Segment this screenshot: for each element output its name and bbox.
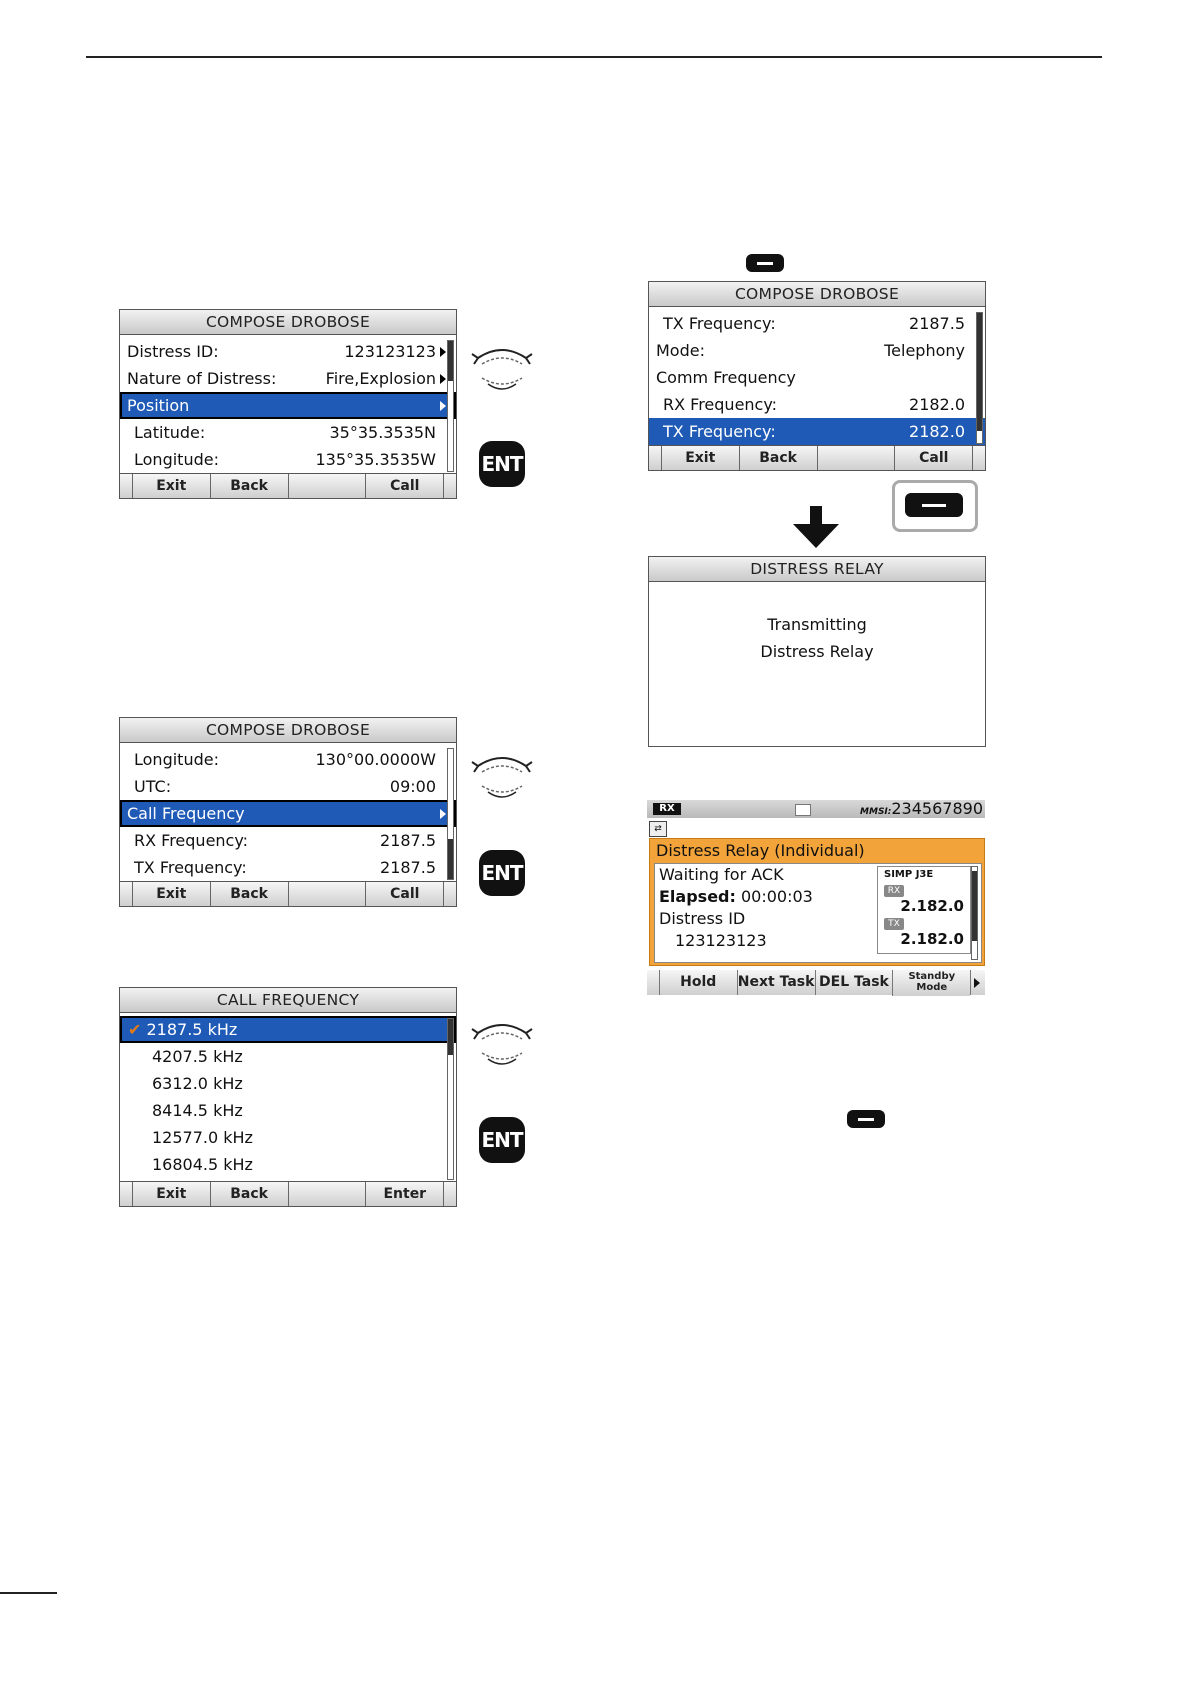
tx-frequency-row[interactable] <box>120 854 456 881</box>
call-frequency-row[interactable] <box>120 800 456 827</box>
mmsi-value: 234567890 <box>891 799 983 818</box>
row-value: 35°35.3535N <box>329 423 436 442</box>
elapsed-label: Elapsed: <box>659 887 736 906</box>
distress-relay-status-screen <box>647 800 985 996</box>
row-label: UTC: <box>134 777 172 796</box>
row-value: 2187.5 <box>380 858 436 877</box>
longitude-row[interactable] <box>120 446 456 473</box>
exit-softkey[interactable]: Exit <box>132 882 210 906</box>
screen-title: DISTRESS RELAY <box>649 557 985 582</box>
arrow-down-icon <box>793 506 839 548</box>
row-label: RX Frequency: <box>663 395 778 414</box>
row-label: TX Frequency: <box>134 858 247 877</box>
back-softkey[interactable]: Back <box>739 446 817 470</box>
row-label: RX Frequency: <box>134 831 249 850</box>
row-label: Longitude: <box>134 450 219 469</box>
task-header: Distress Relay (Individual) <box>656 841 865 860</box>
ent-key-icon: ENT <box>479 850 525 896</box>
compose-drobose-screen-1 <box>119 309 457 499</box>
frequency-item[interactable] <box>120 1124 456 1151</box>
row-label: TX Frequency: <box>663 314 776 333</box>
frequency-item[interactable] <box>120 1070 456 1097</box>
distress-id-value: 123123123 <box>675 931 767 950</box>
rx-badge: RX <box>653 803 681 815</box>
screen-title: COMPOSE DROBOSE <box>120 718 456 743</box>
frequency-label: 16804.5 kHz <box>152 1155 253 1174</box>
screen-title: COMPOSE DROBOSE <box>120 310 456 335</box>
exit-softkey[interactable]: Exit <box>132 1182 210 1206</box>
softkey-icon <box>746 254 784 272</box>
row-label: Longitude: <box>134 750 219 769</box>
frequency-label: 8414.5 kHz <box>152 1101 243 1120</box>
tx-tag: TX <box>884 918 904 930</box>
rx-frequency-row[interactable] <box>649 391 985 418</box>
screen-title: CALL FREQUENCY <box>120 988 456 1013</box>
position-row[interactable] <box>120 392 456 419</box>
blank-softkey[interactable] <box>288 1182 366 1206</box>
frequency-item[interactable] <box>120 1043 456 1070</box>
rx-frequency-row[interactable] <box>120 827 456 854</box>
row-value: Telephony <box>884 341 965 360</box>
row-label: Nature of Distress: <box>127 369 277 388</box>
row-label: Latitude: <box>134 423 206 442</box>
back-softkey[interactable]: Back <box>210 474 288 498</box>
blank-softkey[interactable] <box>817 446 895 470</box>
row-label: Comm Frequency <box>656 368 796 387</box>
mode-label: SIMP <box>884 869 913 880</box>
softkey-bar <box>647 970 985 995</box>
row-value: 123123123 <box>344 342 436 361</box>
frequency-label: 2187.5 kHz <box>146 1020 238 1039</box>
blank-softkey[interactable] <box>288 474 366 498</box>
standby-mode-softkey[interactable]: Standby Mode <box>892 970 970 996</box>
chevron-right-icon <box>440 374 446 384</box>
header-rule <box>86 56 1102 58</box>
waiting-text: Waiting for ACK <box>659 865 784 884</box>
frequency-item-selected[interactable] <box>120 1016 456 1043</box>
row-value: 135°35.3535W <box>315 450 436 469</box>
row-value: 2187.5 <box>909 314 965 333</box>
row-label: Mode: <box>656 341 705 360</box>
latitude-row[interactable] <box>120 419 456 446</box>
status-bar <box>647 800 985 818</box>
chevron-right-icon <box>440 347 446 357</box>
tx-frequency-row-selected[interactable] <box>649 418 985 445</box>
blank-softkey[interactable] <box>288 882 366 906</box>
scrollbar[interactable] <box>976 312 983 444</box>
scrollbar[interactable] <box>447 340 454 472</box>
rx-frequency: 2.182.0 <box>900 897 964 915</box>
del-task-softkey[interactable]: DEL Task <box>815 970 893 995</box>
footer-rule <box>0 1592 57 1594</box>
frequency-label: 4207.5 kHz <box>152 1047 243 1066</box>
exit-softkey[interactable]: Exit <box>661 446 739 470</box>
distress-relay-screen <box>648 556 986 747</box>
call-softkey[interactable]: Call <box>365 882 443 906</box>
call-softkey[interactable]: Call <box>894 446 972 470</box>
enter-softkey[interactable]: Enter <box>365 1182 443 1206</box>
scrollbar[interactable] <box>447 1018 454 1180</box>
rx-tag: RX <box>884 885 904 897</box>
tx-frequency-row[interactable] <box>649 310 985 337</box>
tx-frequency: 2.182.0 <box>900 930 964 948</box>
row-label: Call Frequency <box>127 804 245 823</box>
task-details <box>654 863 982 963</box>
softkey-button-frame <box>892 480 978 532</box>
hold-softkey[interactable]: Hold <box>659 970 737 995</box>
back-softkey[interactable]: Back <box>210 1182 288 1206</box>
ent-key-icon: ENT <box>479 441 525 487</box>
frequency-item[interactable] <box>120 1151 456 1178</box>
dial-knob-icon <box>470 752 534 806</box>
next-task-softkey[interactable]: Next Task <box>737 970 815 995</box>
mode-row[interactable] <box>649 337 985 364</box>
distress-id-label: Distress ID <box>659 909 746 928</box>
row-value: Fire,Explosion <box>325 369 436 388</box>
softkey-bar <box>120 1181 456 1206</box>
distress-task-panel <box>649 838 985 966</box>
transmitting-text: Transmitting <box>767 615 867 634</box>
call-softkey[interactable]: Call <box>365 474 443 498</box>
scrollbar[interactable] <box>971 866 978 960</box>
frequency-box <box>877 866 971 954</box>
chevron-right-icon <box>440 809 446 819</box>
distress-id-row[interactable] <box>120 338 456 365</box>
call-frequency-screen <box>119 987 457 1207</box>
softkey-icon <box>905 493 963 517</box>
row-value: 130°00.0000W <box>315 750 436 769</box>
row-label: Distress ID: <box>127 342 219 361</box>
distress-relay-text: Distress Relay <box>760 642 874 661</box>
compose-drobose-screen-4 <box>648 281 986 471</box>
row-value: 2187.5 <box>380 831 436 850</box>
row-label: TX Frequency: <box>663 422 776 441</box>
frequency-label: 6312.0 kHz <box>152 1074 243 1093</box>
utc-row[interactable] <box>120 773 456 800</box>
row-value: 2182.0 <box>909 395 965 414</box>
checkmark-icon: ✔ <box>128 1020 142 1039</box>
compose-drobose-screen-2 <box>119 717 457 907</box>
scrollbar[interactable] <box>447 748 454 880</box>
nature-of-distress-row[interactable] <box>120 365 456 392</box>
envelope-icon <box>795 804 811 816</box>
back-softkey[interactable]: Back <box>210 882 288 906</box>
emission-label: J3E <box>915 869 934 880</box>
row-label: Position <box>127 396 190 415</box>
softkey-icon <box>847 1110 885 1128</box>
softkey-bar <box>120 881 456 906</box>
softkey-bar <box>120 473 456 498</box>
frequency-item[interactable] <box>120 1097 456 1124</box>
softkey-bar <box>649 445 985 470</box>
frequency-label: 12577.0 kHz <box>152 1128 253 1147</box>
row-value: 09:00 <box>389 777 436 796</box>
exit-softkey[interactable]: Exit <box>132 474 210 498</box>
task-icon: ⇄ <box>649 821 667 837</box>
longitude-row[interactable] <box>120 746 456 773</box>
chevron-right-icon <box>440 401 446 411</box>
screen-title: COMPOSE DROBOSE <box>649 282 985 307</box>
dial-knob-icon <box>470 1019 534 1073</box>
ent-key-icon: ENT <box>479 1117 525 1163</box>
dial-knob-icon <box>470 344 534 398</box>
mmsi-label: MMSI: <box>860 807 892 817</box>
elapsed-value: 00:00:03 <box>740 887 813 906</box>
row-value: 2182.0 <box>909 422 965 441</box>
comm-frequency-row[interactable] <box>649 364 985 391</box>
chevron-right-icon <box>970 970 985 995</box>
